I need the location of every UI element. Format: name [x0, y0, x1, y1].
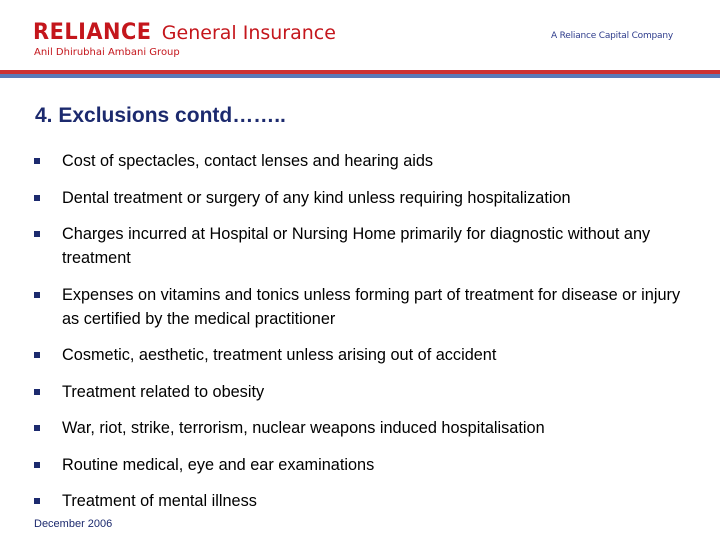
- brand-tagline: Anil Dhirubhai Ambani Group: [34, 47, 180, 58]
- list-item-text: Charges incurred at Hospital or Nursing Home primarily for diagnostic without any treatment: [62, 225, 651, 267]
- list-item-text: Treatment of mental illness: [62, 492, 257, 510]
- list-item-text: War, riot, strike, terrorism, nuclear weapons induced hospitalisation: [62, 419, 545, 437]
- footer-date: December 2006: [34, 518, 113, 530]
- exclusions-list: [34, 149, 694, 513]
- list-item: [34, 416, 694, 440]
- bullet-square-icon: [34, 352, 40, 358]
- list-item-text: Dental treatment or surgery of any kind unless requiring hospitalization: [62, 188, 571, 207]
- reliance-logo: [33, 22, 336, 58]
- slide-title: 4. Exclusions contd……..: [35, 104, 286, 127]
- list-item: [34, 453, 694, 477]
- list-item-text: Expenses on vitamins and tonics unless forming part of treatment for disease or injury as certified by the medical practitioner: [62, 285, 681, 328]
- list-item-text: Routine medical, eye and ear examinations: [62, 455, 375, 474]
- brand-name: RELIANCE: [33, 20, 152, 45]
- divider-blue-stripe: [0, 74, 720, 78]
- list-item: [34, 222, 694, 270]
- bullet-square-icon: [34, 231, 40, 237]
- bullet-square-icon: [34, 195, 40, 201]
- bullet-square-icon: [34, 462, 40, 468]
- list-item: [34, 283, 694, 331]
- list-item-text: Cosmetic, aesthetic, treatment unless arising out of accident: [62, 346, 497, 364]
- brand-suffix: General Insurance: [161, 22, 336, 44]
- list-item: [34, 149, 694, 173]
- header-divider: [0, 70, 720, 78]
- bullet-square-icon: [34, 292, 40, 298]
- list-item: [34, 186, 694, 210]
- list-item-text: Cost of spectacles, contact lenses and hearing aids: [62, 152, 434, 170]
- bullet-square-icon: [34, 158, 40, 164]
- bullet-square-icon: [34, 425, 40, 431]
- list-item: [34, 489, 694, 513]
- list-item: [34, 380, 694, 404]
- parent-company: A Reliance Capital Company: [550, 31, 673, 41]
- list-item: [34, 343, 694, 367]
- bullet-square-icon: [34, 389, 40, 395]
- bullet-square-icon: [34, 498, 40, 504]
- list-item-text: Treatment related to obesity: [62, 382, 265, 401]
